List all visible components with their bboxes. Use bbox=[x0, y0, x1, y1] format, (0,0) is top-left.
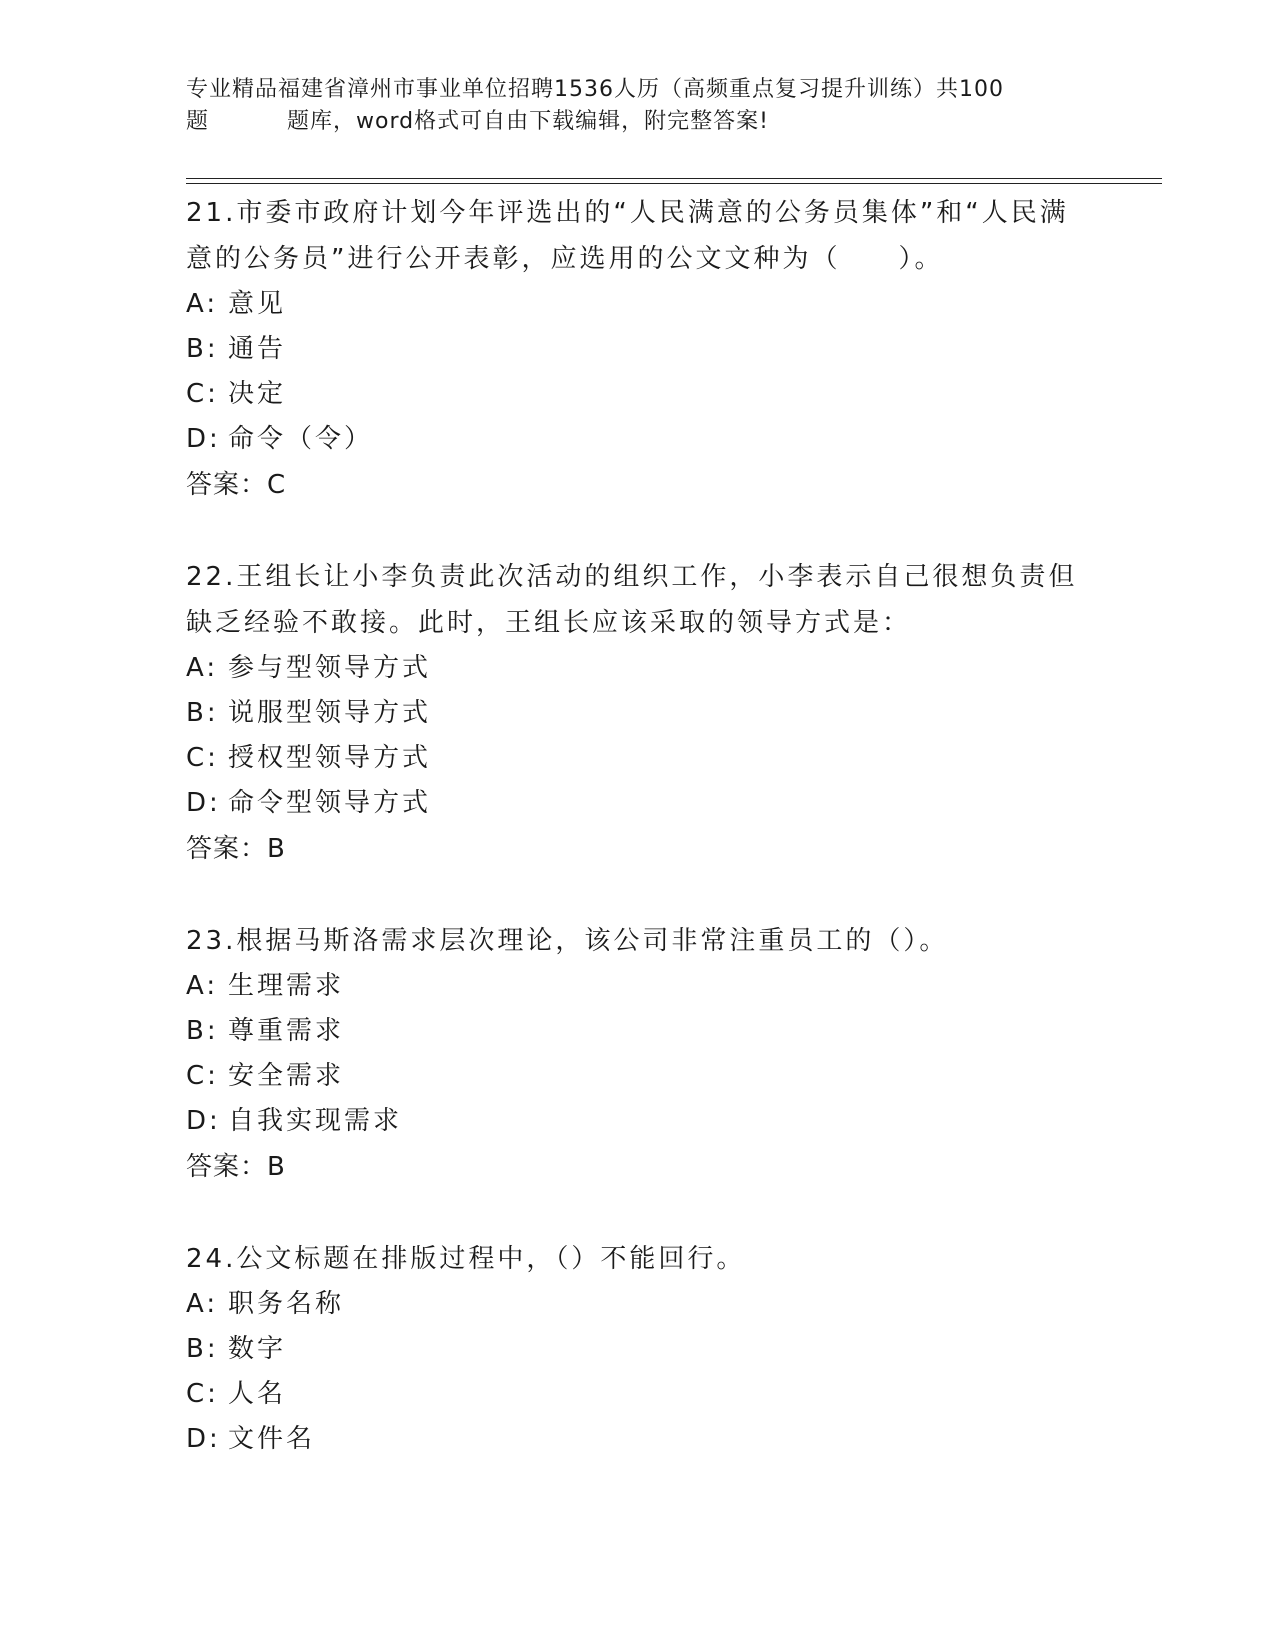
option-b bbox=[186, 1009, 1086, 1054]
option-key: A: bbox=[186, 971, 219, 1001]
question-stem: 24.公文标题在排版过程中，（）不能回行。 bbox=[186, 1244, 746, 1274]
header-title-line2 bbox=[186, 106, 1066, 138]
option-d bbox=[186, 1099, 1086, 1144]
header-title-line2-right: 题库，word格式可自由下载编辑，附完整答案! bbox=[287, 109, 769, 134]
option-c bbox=[186, 736, 1086, 781]
option-text: 人名 bbox=[228, 1379, 287, 1409]
option-text: 命令（令） bbox=[228, 424, 374, 454]
option-text: 自我实现需求 bbox=[228, 1106, 403, 1136]
option-key: C: bbox=[186, 743, 219, 773]
header-title-line1: 专业精品福建省漳州市事业单位招聘1536人历（高频重点复习提升训练）共100 bbox=[186, 77, 1004, 102]
option-key: C: bbox=[186, 379, 219, 409]
option-c bbox=[186, 372, 1086, 417]
question-21 bbox=[186, 190, 1086, 508]
option-text: 职务名称 bbox=[228, 1289, 345, 1319]
option-text: 授权型领导方式 bbox=[228, 743, 432, 773]
option-key: A: bbox=[186, 653, 219, 683]
option-text: 通告 bbox=[228, 334, 287, 364]
option-key: C: bbox=[186, 1061, 219, 1091]
answer-line: 答案：B bbox=[186, 1152, 286, 1182]
option-a bbox=[186, 1282, 1086, 1327]
option-b bbox=[186, 1327, 1086, 1372]
question-23 bbox=[186, 918, 1086, 1190]
header-divider-top bbox=[186, 178, 1162, 179]
option-d bbox=[186, 781, 1086, 826]
option-key: B: bbox=[186, 334, 219, 364]
option-key: D: bbox=[186, 788, 221, 818]
document-header bbox=[186, 74, 1066, 138]
option-key: C: bbox=[186, 1379, 219, 1409]
option-text: 数字 bbox=[228, 1334, 287, 1364]
option-a bbox=[186, 964, 1086, 1009]
option-c bbox=[186, 1054, 1086, 1099]
option-key: D: bbox=[186, 1424, 221, 1454]
question-stem: 21.市委市政府计划今年评选出的“人民满意的公务员集体”和“人民满意的公务员”进行公开表彰，应选用的公文文种为（ ）。 bbox=[186, 198, 1069, 274]
option-text: 说服型领导方式 bbox=[228, 698, 432, 728]
option-c bbox=[186, 1372, 1086, 1417]
option-text: 决定 bbox=[228, 379, 287, 409]
option-key: B: bbox=[186, 1016, 219, 1046]
question-list bbox=[186, 190, 1086, 1508]
option-key: A: bbox=[186, 1289, 219, 1319]
question-22 bbox=[186, 554, 1086, 872]
option-b bbox=[186, 327, 1086, 372]
option-text: 命令型领导方式 bbox=[228, 788, 432, 818]
option-text: 文件名 bbox=[228, 1424, 316, 1454]
option-text: 尊重需求 bbox=[228, 1016, 345, 1046]
option-d bbox=[186, 417, 1086, 462]
question-24 bbox=[186, 1236, 1086, 1462]
header-title-line2-left: 题 bbox=[186, 109, 210, 134]
option-key: B: bbox=[186, 698, 219, 728]
answer-line: 答案：B bbox=[186, 834, 286, 864]
answer-line: 答案：C bbox=[186, 470, 287, 500]
question-stem: 22.王组长让小李负责此次活动的组织工作，小李表示自己很想负责但缺乏经验不敢接。此时，王组长应该采取的领导方式是： bbox=[186, 562, 1078, 638]
option-text: 生理需求 bbox=[228, 971, 345, 1001]
option-d bbox=[186, 1417, 1086, 1462]
question-stem: 23.根据马斯洛需求层次理论，该公司非常注重员工的（）。 bbox=[186, 926, 949, 956]
header-divider-bottom bbox=[186, 183, 1162, 184]
option-key: B: bbox=[186, 1334, 219, 1364]
option-text: 参与型领导方式 bbox=[228, 653, 432, 683]
option-a bbox=[186, 282, 1086, 327]
option-a bbox=[186, 646, 1086, 691]
option-key: A: bbox=[186, 289, 219, 319]
option-key: D: bbox=[186, 424, 221, 454]
option-b bbox=[186, 691, 1086, 736]
option-text: 意见 bbox=[228, 289, 287, 319]
option-key: D: bbox=[186, 1106, 221, 1136]
option-text: 安全需求 bbox=[228, 1061, 345, 1091]
